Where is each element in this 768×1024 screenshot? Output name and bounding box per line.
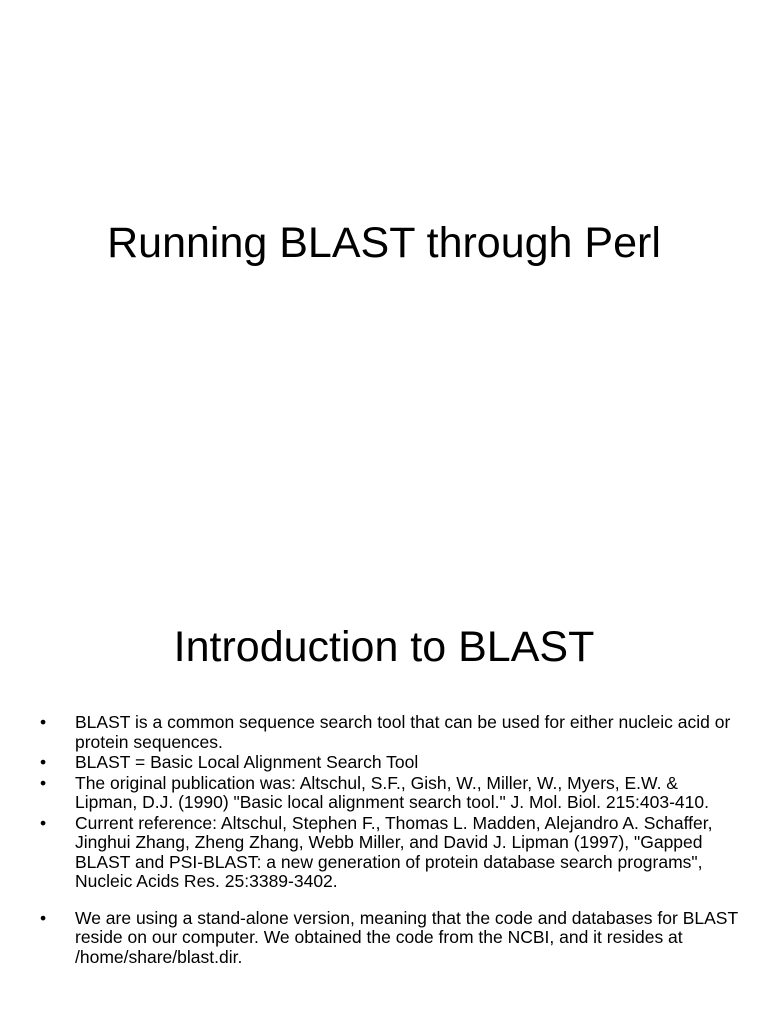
bullet-item <box>0 814 768 892</box>
slide-2-title: Introduction to BLAST <box>173 623 595 671</box>
bullet-text: The original publication was: Altschul, S.F., Gish, W., Miller, W., Myers, E.W. & Lipman, D.J. (1990) "Basic local alignment search tool." J. Mol. Biol. 215:403-410. <box>75 772 709 812</box>
bullet-item <box>0 909 768 968</box>
bullet-item <box>0 774 768 813</box>
bullet-item <box>0 713 768 752</box>
bullet-glyph: • <box>40 772 47 793</box>
bullet-text: We are using a stand-alone version, meaning that the code and databases for BLAST reside on our computer. We obtained the code from the NCBI, and it resides at /home/share/blast.dir. <box>75 907 738 967</box>
bullet-list <box>0 713 768 968</box>
bullet-text: Current reference: Altschul, Stephen F., Thomas L. Madden, Alejandro A. Schaffer, Jinghui Zhang, Zheng Zhang, Webb Miller, and David J. Lipman (1997), "Gapped BLAST and PSI-BLAST: a new generation of protein database search programs", Nucleic Acids Res. 25:3389-3402. <box>75 812 713 891</box>
bullet-item <box>0 753 768 773</box>
bullet-glyph: • <box>40 752 47 772</box>
bullet-glyph: • <box>40 712 47 732</box>
bullet-text: BLAST is a common sequence search tool that can be used for either nucleic acid or protein sequences. <box>75 712 731 752</box>
slide-2 <box>0 576 768 1024</box>
slide-1-title: Running BLAST through Perl <box>107 219 661 267</box>
bullet-text: BLAST = Basic Local Alignment Search Tool <box>75 752 419 772</box>
bullet-glyph: • <box>40 812 47 833</box>
bullet-glyph: • <box>40 907 47 928</box>
